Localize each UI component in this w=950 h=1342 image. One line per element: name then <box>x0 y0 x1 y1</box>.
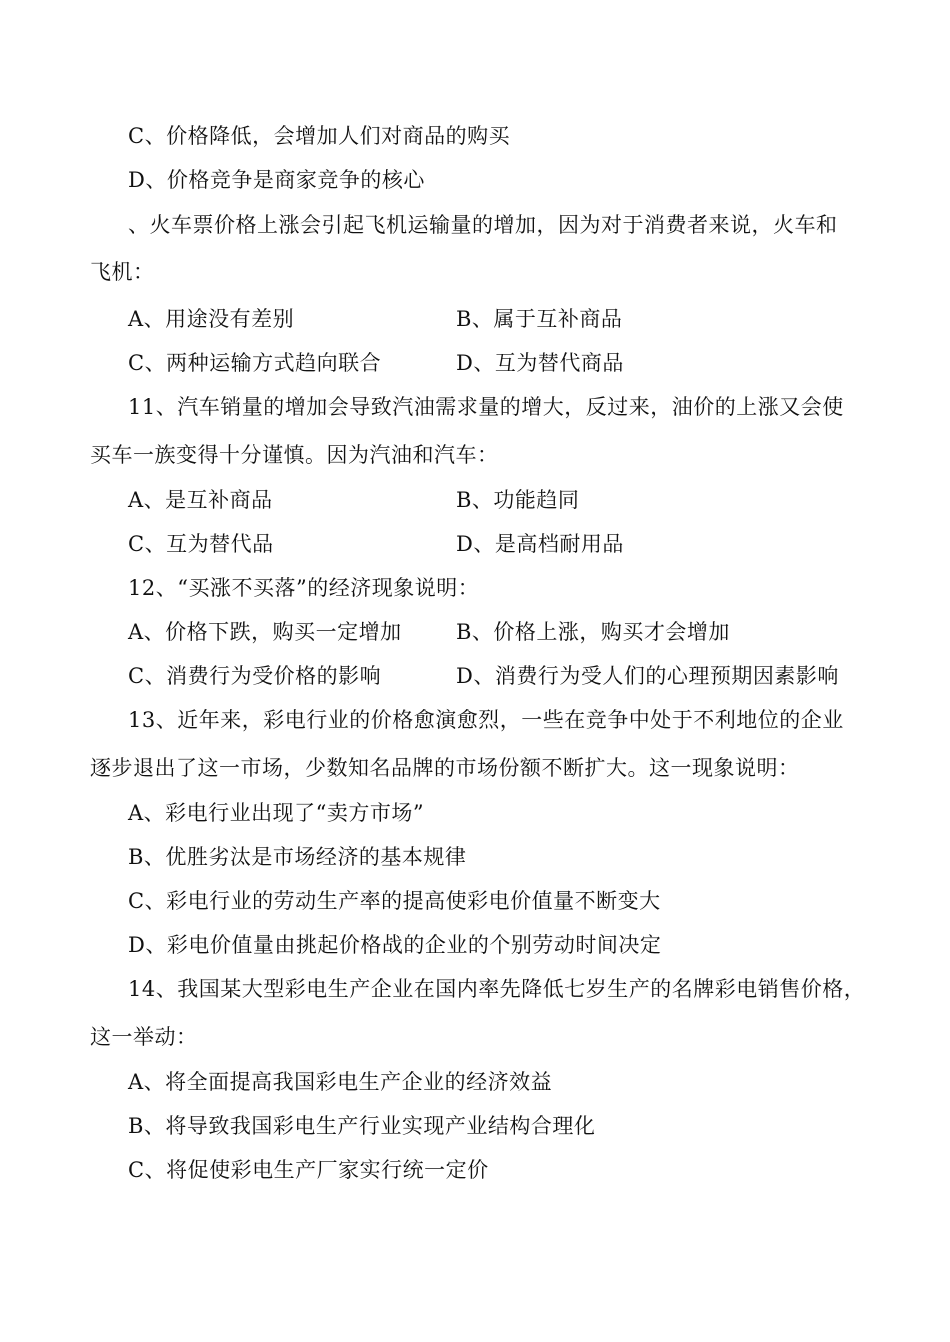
question-13-stem-line-2: 逐步退出了这一市场，少数知名品牌的市场份额不断扩大。这一现象说明： <box>90 756 800 780</box>
question-11-stem-line-1: 11、汽车销量的增加会导致汽油需求量的增大，反过来，油价的上涨又会使 <box>128 395 844 419</box>
question-11-option-c: C、互为替代品 <box>128 532 274 556</box>
question-12-option-d: D、消费行为受人们的心理预期因素影响 <box>456 664 839 688</box>
question-10-option-c: C、两种运输方式趋向联合 <box>128 351 382 375</box>
question-10-option-d: D、互为替代商品 <box>456 351 624 375</box>
question-12-stem: 12、“买涨不买落”的经济现象说明： <box>128 576 480 600</box>
question-10-stem-line-2: 飞机： <box>90 260 155 284</box>
question-10-option-b: B、属于互补商品 <box>456 307 623 331</box>
question-12-option-c: C、消费行为受价格的影响 <box>128 664 382 688</box>
question-14-option-c: C、将促使彩电生产厂家实行统一定价 <box>128 1158 489 1182</box>
question-9-option-c: C、价格降低，会增加人们对商品的购买 <box>128 124 511 148</box>
question-13-option-a: A、彩电行业出现了“卖方市场” <box>128 801 425 825</box>
question-13-stem-line-1: 13、近年来，彩电行业的价格愈演愈烈，一些在竞争中处于不利地位的企业 <box>128 708 844 732</box>
question-10-option-a: A、用途没有差别 <box>128 307 295 331</box>
question-9-option-d: D、价格竞争是商家竞争的核心 <box>128 168 425 192</box>
question-13-option-c: C、彩电行业的劳动生产率的提高使彩电价值量不断变大 <box>128 889 661 913</box>
question-14-stem-line-1: 14、我国某大型彩电生产企业在国内率先降低七岁生产的名牌彩电销售价格， <box>128 977 866 1001</box>
question-11-option-b: B、功能趋同 <box>456 488 580 512</box>
question-11-stem-line-2: 买车一族变得十分谨慎。因为汽油和汽车： <box>90 443 499 467</box>
question-12-option-b: B、价格上涨，购买才会增加 <box>456 620 730 644</box>
question-12-option-a: A、价格下跌，购买一定增加 <box>128 620 402 644</box>
question-10-stem-line-1: 、火车票价格上涨会引起飞机运输量的增加，因为对于消费者来说，火车和 <box>128 213 838 237</box>
question-14-option-a: A、将全面提高我国彩电生产企业的经济效益 <box>128 1070 553 1094</box>
question-14-stem-line-2: 这一举动： <box>90 1025 198 1049</box>
question-13-option-d: D、彩电价值量由挑起价格战的企业的个别劳动时间决定 <box>128 933 662 957</box>
question-14-option-b: B、将导致我国彩电生产行业实现产业结构合理化 <box>128 1114 596 1138</box>
question-13-option-b: B、优胜劣汰是市场经济的基本规律 <box>128 845 467 869</box>
question-11-option-a: A、是互补商品 <box>128 488 273 512</box>
question-11-option-d: D、是高档耐用品 <box>456 532 624 556</box>
